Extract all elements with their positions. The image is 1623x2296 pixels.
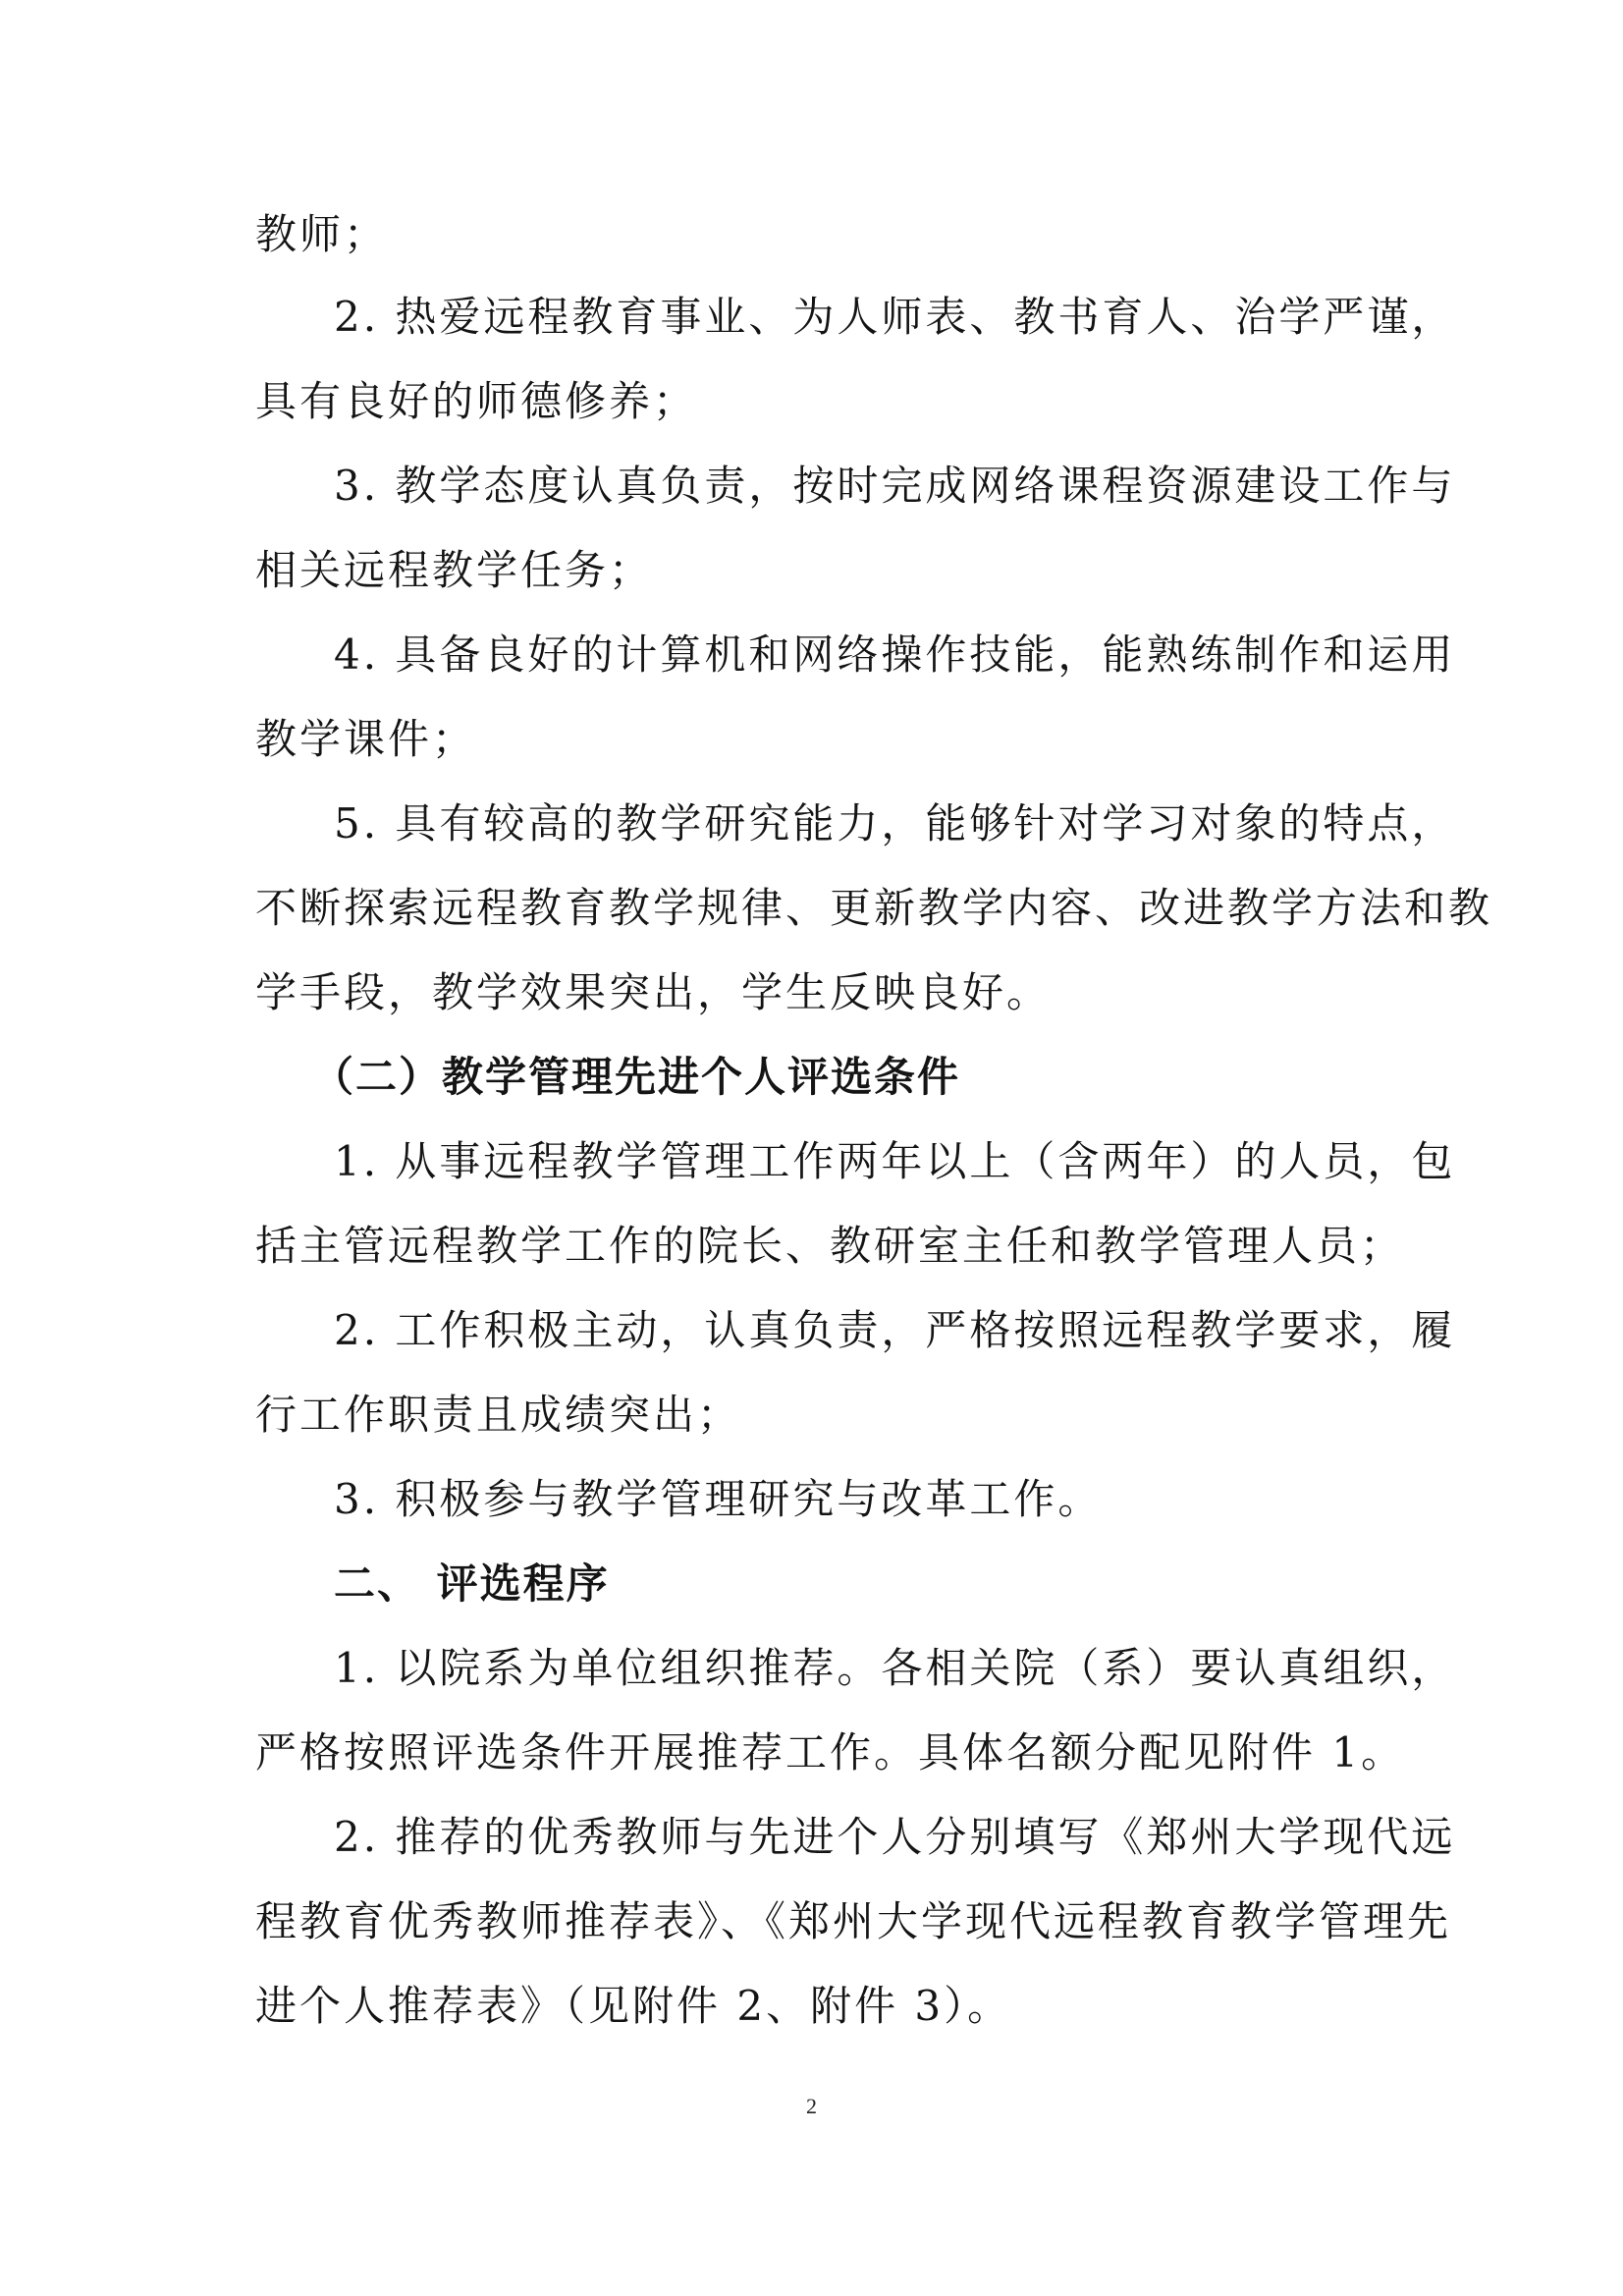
body-line: 教学课件； (255, 715, 477, 763)
body-line: 行工作职责且成绩突出； (255, 1391, 742, 1439)
body-line: 不断探索远程教育教学规律、更新教学内容、改进教学方法和教 (255, 884, 1493, 932)
body-line: 2. 工作积极主动，认真负责，严格按照远程教学要求，履 (334, 1306, 1456, 1354)
body-line: 进个人推荐表》（见附件 2、附件 3）。 (255, 1982, 1012, 2030)
body-line: 3. 积极参与教学管理研究与改革工作。 (334, 1475, 1103, 1523)
body-line: 相关远程教学任务； (255, 546, 654, 594)
body-line: 严格按照评选条件开展推荐工作。具体名额分配见附件 1。 (255, 1728, 1406, 1777)
body-line: 3. 教学态度认真负责，按时完成网络课程资源建设工作与 (334, 462, 1456, 510)
body-line: 2. 推荐的优秀教师与先进个人分别填写《郑州大学现代远 (334, 1813, 1456, 1861)
body-line: 5. 具有较高的教学研究能力，能够针对学习对象的特点， (334, 799, 1456, 847)
body-line: 1. 以院系为单位组织推荐。各相关院（系）要认真组织， (334, 1644, 1456, 1692)
page-number: 2 (806, 2094, 817, 2118)
body-line: 学手段，教学效果突出，学生反映良好。 (255, 968, 1052, 1016)
section-heading: （二）教学管理先进个人评选条件 (312, 1053, 961, 1101)
body-line: 1. 从事远程教学管理工作两年以上（含两年）的人员，包 (334, 1137, 1456, 1185)
section-heading: 二、 评选程序 (334, 1559, 610, 1608)
body-line: 4. 具备良好的计算机和网络操作技能，能熟练制作和运用 (334, 630, 1456, 679)
body-line: 括主管远程教学工作的院长、教研室主任和教学管理人员； (255, 1222, 1405, 1270)
body-line: 程教育优秀教师推荐表》、《郑州大学现代远程教育教学管理先 (255, 1897, 1452, 1945)
body-line: 2. 热爱远程教育事业、为人师表、教书育人、治学严谨， (334, 293, 1456, 341)
body-line: 教师； (255, 210, 389, 258)
body-line: 具有良好的师德修养； (255, 377, 698, 425)
